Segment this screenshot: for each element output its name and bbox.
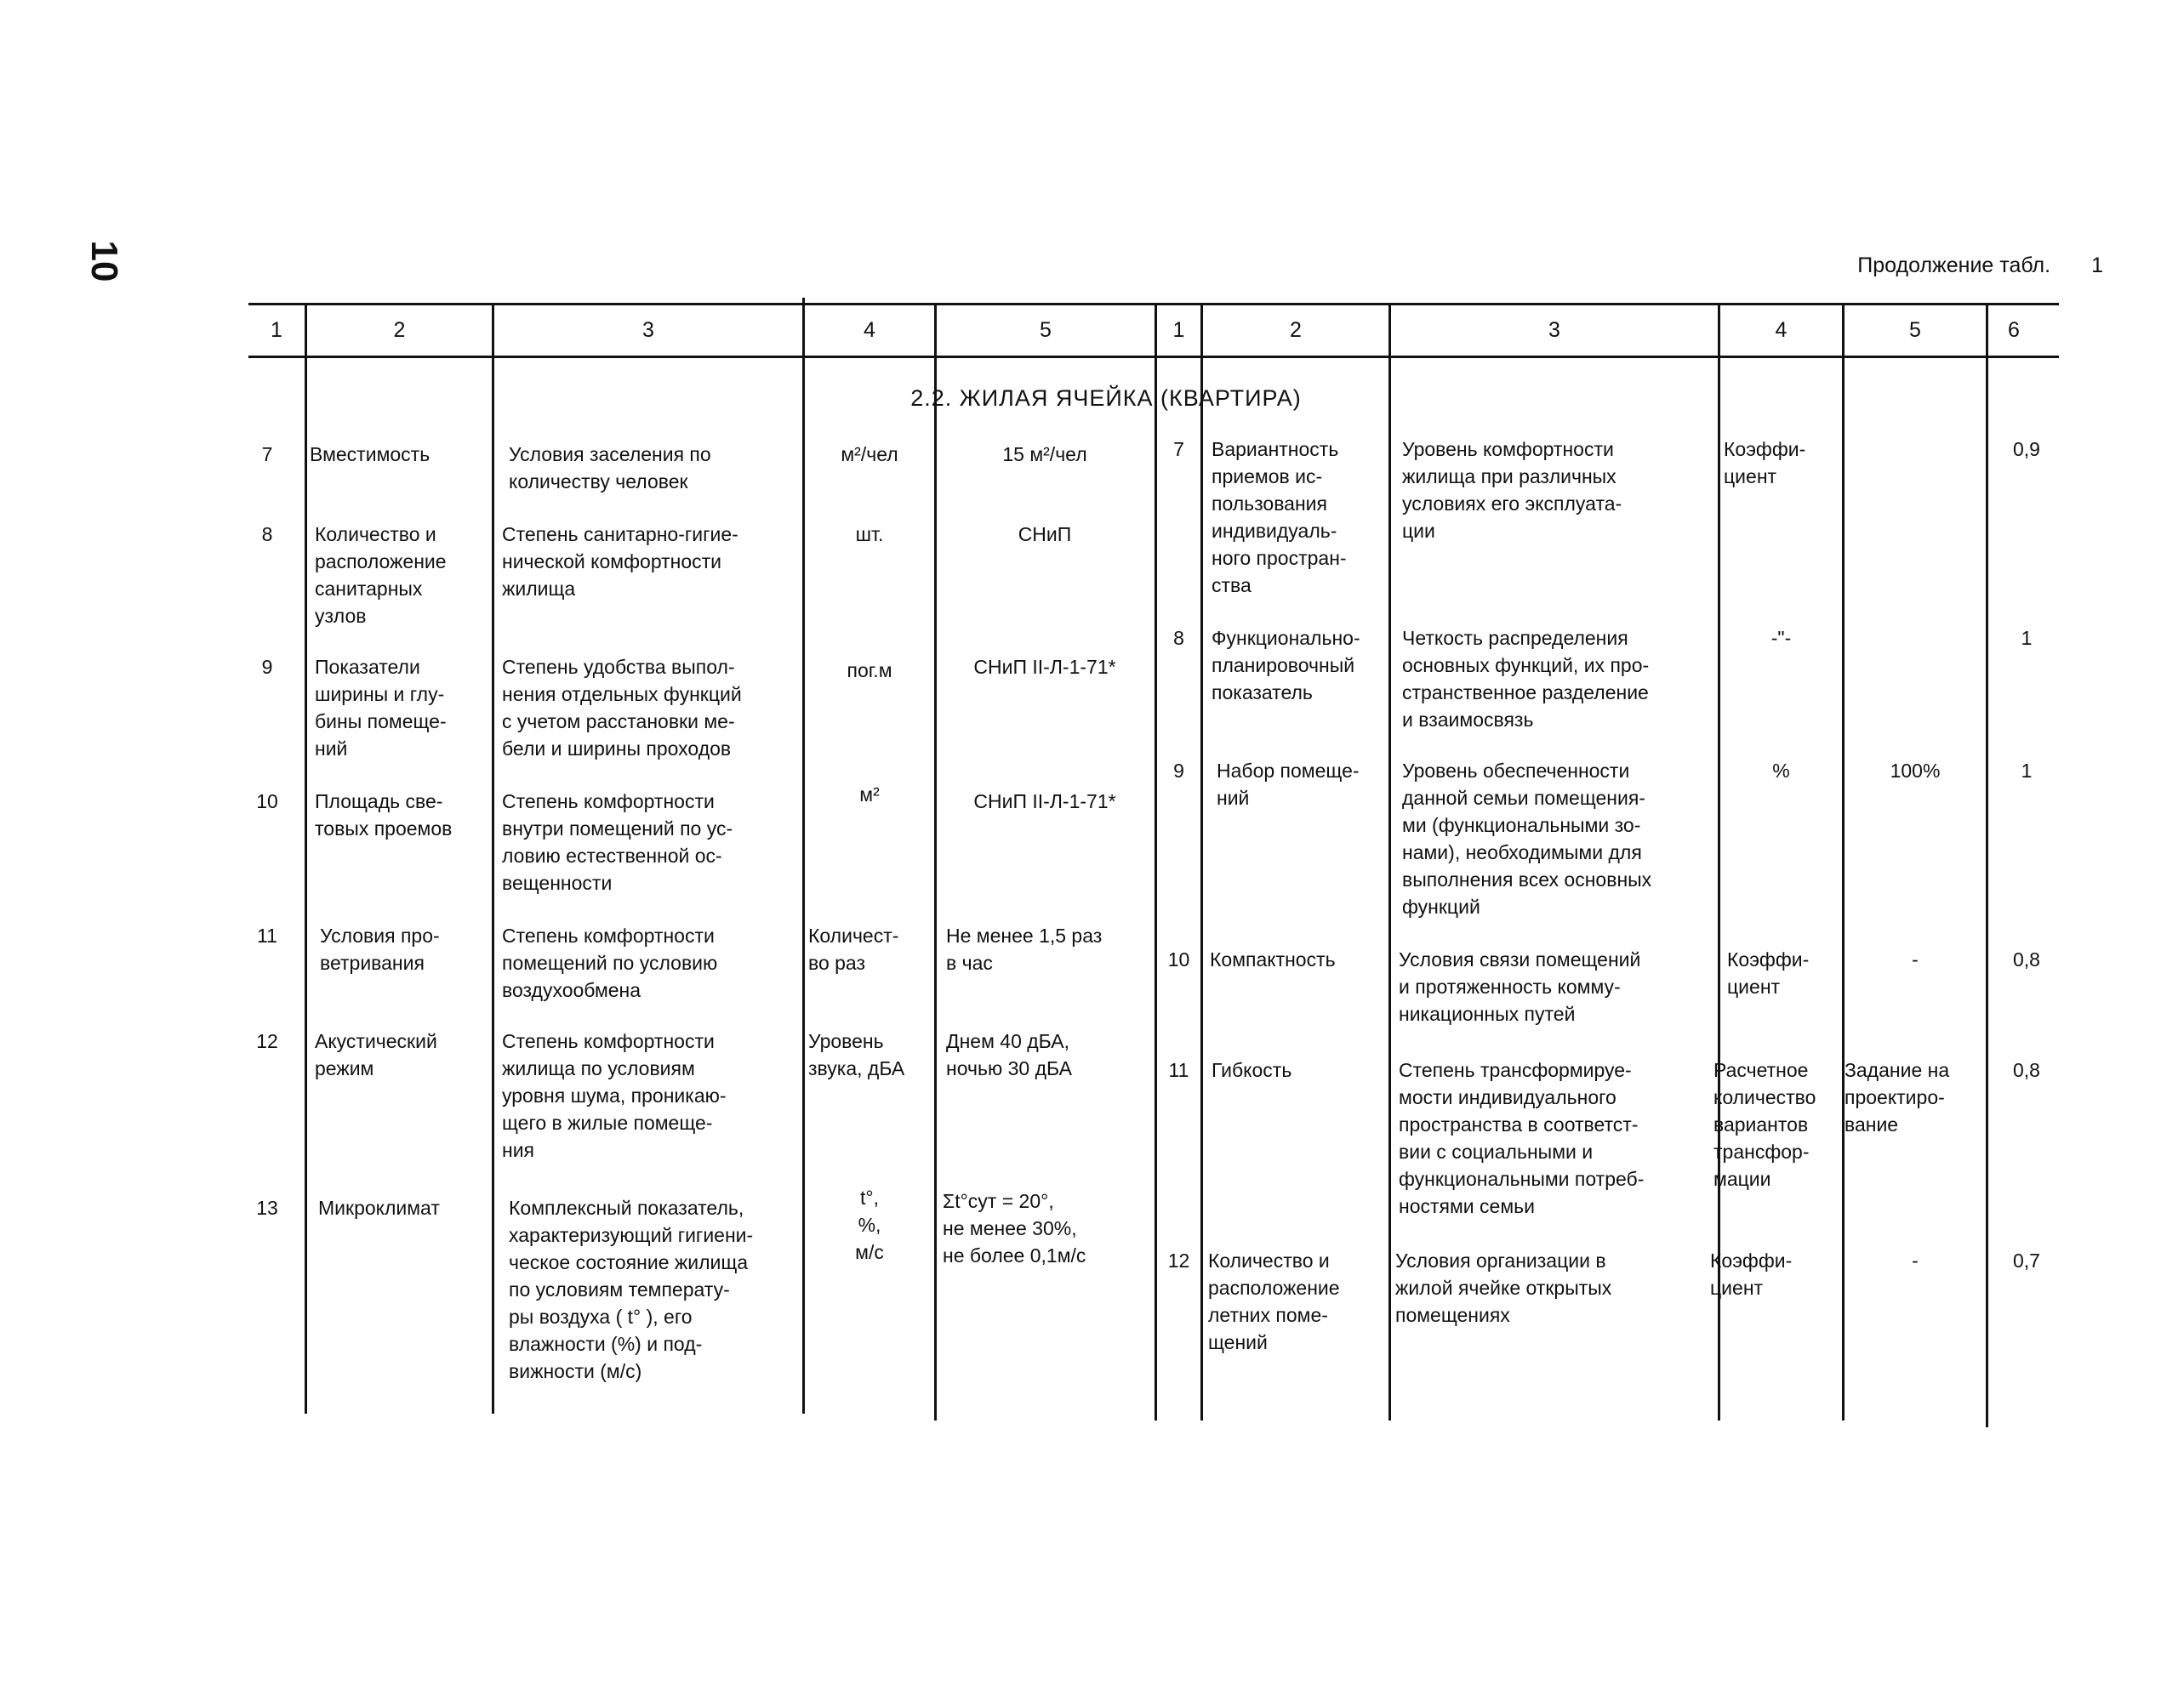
evaluation-criterion: Степень комфортности внутри помещений по ус- ловию естественной ос- вещенности <box>502 790 733 894</box>
indicator-name: Микроклимат <box>318 1197 440 1219</box>
indicator-name: Набор помеще- ний <box>1217 760 1360 809</box>
row-number: 12 <box>256 1030 278 1052</box>
norm-value: Σt°сут = 20°, не менее 30%, не более 0,1м/с <box>943 1190 1086 1267</box>
indicator-name: Вместимость <box>310 443 430 465</box>
norm-value: СНиП <box>1018 523 1072 545</box>
norm-value: 15 м²/чел <box>1002 443 1087 465</box>
continuation-table-number: 1 <box>2091 253 2103 277</box>
norm-value: Не менее 1,5 раз в час <box>946 925 1103 974</box>
norm-value: СНиП II-Л-1-71* <box>973 790 1116 812</box>
evaluation-criterion: Условия связи помещений и протяженность комму- никационных путей <box>1399 948 1641 1025</box>
weight-coefficient: 1 <box>2021 627 2033 649</box>
indicator-name: Условия про- ветривания <box>320 925 440 974</box>
unit: шт. <box>855 523 884 545</box>
row-number: 10 <box>256 790 278 812</box>
table-header-rule <box>248 356 2059 358</box>
row-number: 9 <box>261 656 273 678</box>
column-divider <box>802 298 805 1414</box>
header-cell: 3 <box>642 318 654 342</box>
row-number: 13 <box>256 1197 278 1219</box>
indicator-name: Количество и расположение санитарных узлов <box>315 523 447 627</box>
unit: Коэффи- циент <box>1727 948 1810 998</box>
evaluation-criterion: Степень комфортности помещений по условию воздухообмена <box>502 925 718 1001</box>
row-number: 11 <box>257 925 277 947</box>
header-cell: 5 <box>1040 318 1052 342</box>
indicator-name: Функционально- планировочный показатель <box>1212 627 1360 703</box>
column-divider <box>492 305 494 1414</box>
evaluation-criterion: Четкость распределения основных функций, их про- странственное разделение и взаимосвязь <box>1402 627 1650 731</box>
indicator-name: Вариантность приемов ис- пользования индивидуаль- ного простран- ства <box>1212 438 1347 596</box>
weight-coefficient: 1 <box>2021 760 2033 782</box>
row-number: 8 <box>261 523 273 545</box>
indicator-name: Гибкость <box>1212 1059 1292 1081</box>
column-divider <box>1200 305 1203 1420</box>
unit: t°, %, м/с <box>855 1187 884 1263</box>
evaluation-criterion: Степень трансформируе- мости индивидуального пространства в соответст- вии с социальными и функциональными потреб- ностями семьи <box>1399 1059 1645 1217</box>
header-cell: 5 <box>1909 318 1921 342</box>
row-number: 11 <box>1168 1059 1189 1081</box>
column-divider <box>934 305 937 1420</box>
norm-value: - <box>1912 1250 1919 1272</box>
evaluation-criterion: Комплексный показатель, характеризующий гигиени- ческое состояние жилища по условиям температу- ры воздуха ( t° ), его влажности (%) и под- вижности (м/с) <box>509 1197 754 1382</box>
unit: Уровень звука, дБА <box>808 1030 905 1079</box>
header-cell: 1 <box>1172 318 1185 342</box>
header-cell: 2 <box>1290 318 1302 342</box>
unit: Количест- во раз <box>808 925 899 974</box>
evaluation-criterion: Степень санитарно-гигие- нической комфортности жилища <box>502 523 738 600</box>
unit: Коэффи- циент <box>1724 438 1806 487</box>
norm-value: Задание на проектиро- вание <box>1845 1059 1950 1136</box>
indicator-name: Компактность <box>1210 948 1336 971</box>
indicator-name: Акустический режим <box>315 1030 437 1079</box>
indicator-name: Количество и расположение летних поме- щений <box>1208 1250 1340 1353</box>
evaluation-criterion: Уровень обеспеченности данной семьи помещения- ми (функциональными зо- нами), необходимыми для выполнения всех основных функций <box>1402 760 1652 918</box>
section-title: 2.2. ЖИЛАЯ ЯЧЕЙКА (КВАРТИРА) <box>910 385 1302 411</box>
continuation-text: Продолжение табл. <box>1857 253 2051 277</box>
evaluation-criterion: Условия организации в жилой ячейке открытых помещениях <box>1395 1250 1612 1326</box>
header-cell: 2 <box>393 318 406 342</box>
header-cell: 1 <box>271 318 282 342</box>
table-continuation-label <box>1857 253 2103 278</box>
evaluation-criterion: Условия заселения по количеству человек <box>509 443 711 492</box>
unit: м² <box>859 783 880 806</box>
weight-coefficient: 0,9 <box>2013 438 2040 460</box>
evaluation-criterion: Уровень комфортности жилища при различных условиях его эксплуата- ции <box>1402 438 1622 542</box>
weight-coefficient: 0,8 <box>2013 948 2040 971</box>
unit: Расчетное количество вариантов трансфор- мации <box>1713 1059 1816 1190</box>
row-number: 9 <box>1173 760 1184 782</box>
indicator-name: Показатели ширины и глу- бины помеще- ний <box>315 656 447 760</box>
norm-value: СНиП II-Л-1-71* <box>973 656 1116 678</box>
header-cell: 4 <box>864 318 875 342</box>
unit: м²/чел <box>841 443 898 465</box>
row-number: 8 <box>1173 627 1184 649</box>
column-divider <box>1388 305 1391 1420</box>
row-number: 12 <box>1167 1250 1190 1272</box>
row-number: 7 <box>261 443 273 465</box>
column-divider <box>305 305 307 1414</box>
unit: % <box>1772 760 1790 782</box>
norm-value: - <box>1912 948 1919 971</box>
unit: -"- <box>1770 627 1792 649</box>
unit: пог.м <box>847 659 892 681</box>
weight-coefficient: 0,7 <box>2013 1250 2040 1272</box>
header-cell: 4 <box>1775 318 1788 342</box>
unit: Коэффи- циент <box>1710 1250 1793 1299</box>
table-top-rule <box>248 303 2059 305</box>
page-number: 10 <box>83 240 125 282</box>
row-number: 7 <box>1173 438 1184 460</box>
evaluation-criterion: Степень удобства выпол- нения отдельных функций с учетом расстановки ме- бели и ширины проходов <box>502 656 742 760</box>
indicator-name: Площадь све- товых проемов <box>315 790 453 840</box>
row-number: 10 <box>1167 948 1190 971</box>
weight-coefficient: 0,8 <box>2013 1059 2040 1081</box>
header-cell: 6 <box>2008 318 2020 342</box>
evaluation-criterion: Степень комфортности жилища по условиям уровня шума, проникаю- щего в жилые помеще- ния <box>502 1030 727 1161</box>
header-cell: 3 <box>1548 318 1560 342</box>
norm-value: Днем 40 дБА, ночью 30 дБА <box>946 1030 1072 1079</box>
norm-value: 100% <box>1890 760 1941 782</box>
